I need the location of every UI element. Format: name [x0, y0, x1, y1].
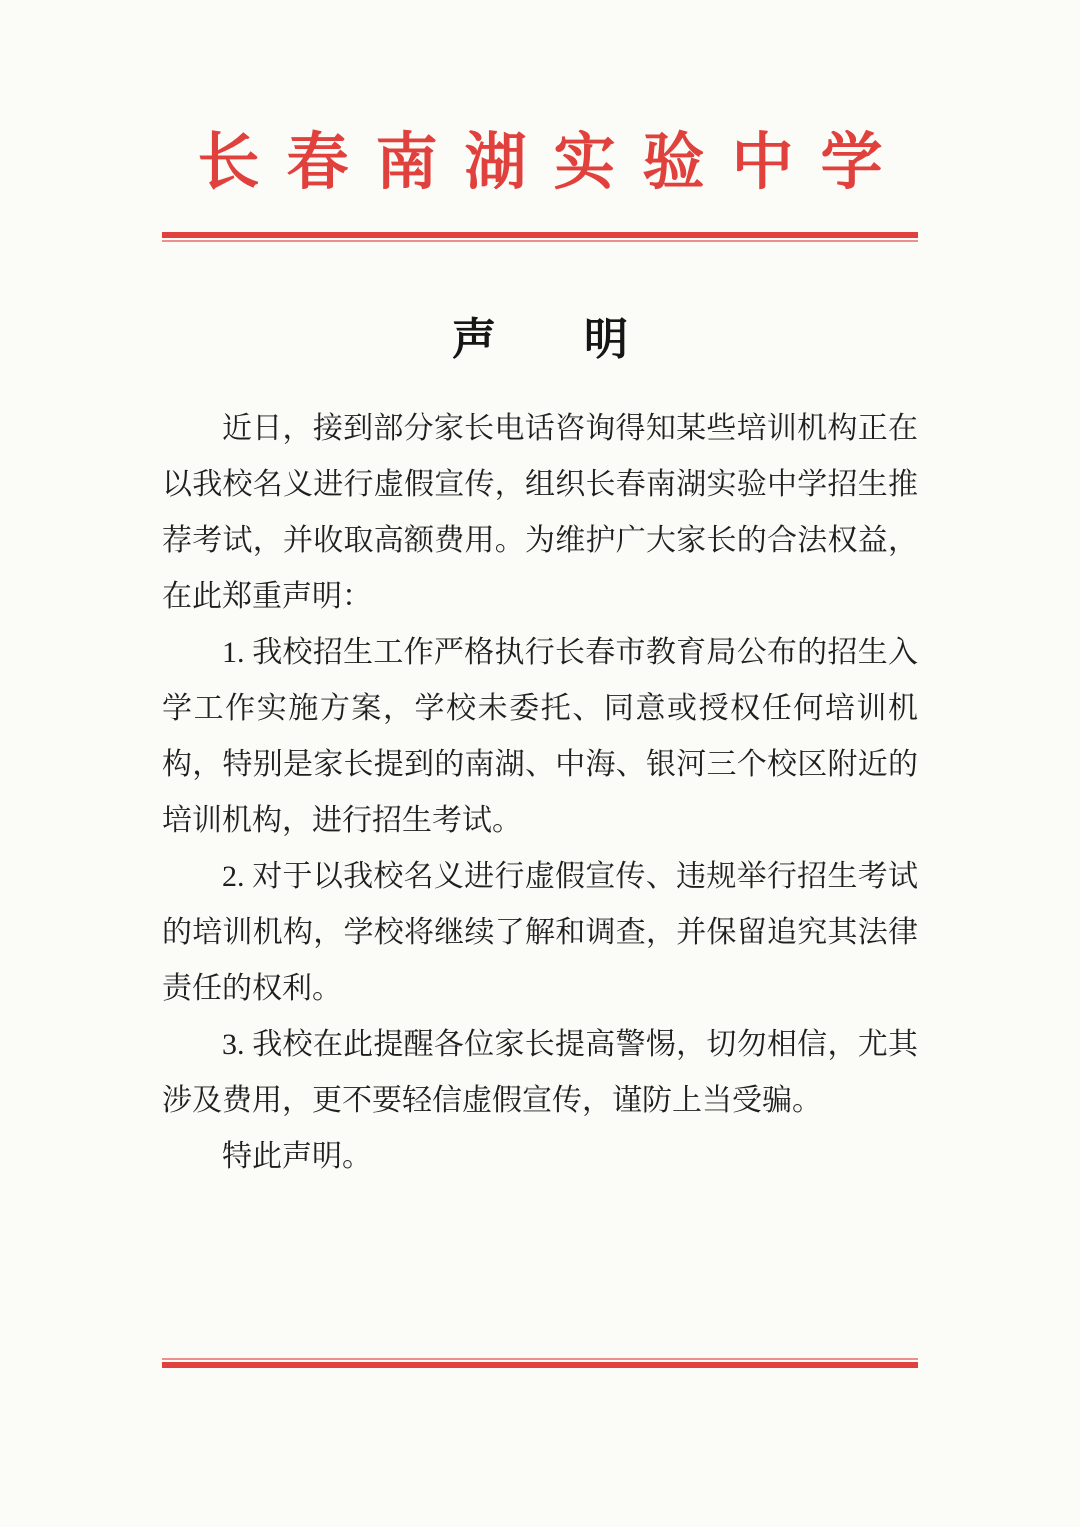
- footer-divider-thin-line: [162, 1358, 918, 1360]
- intro-paragraph: 近日，接到部分家长电话咨询得知某些培训机构正在以我校名义进行虚假宣传，组织长春南湖实验中学招生推荐考试，并收取高额费用。为维护广大家长的合法权益，在此郑重声明：: [162, 411, 918, 613]
- document-title: 声 明: [452, 315, 628, 365]
- item-3-paragraph: 3. 我校在此提醒各位家长提高警惕，切勿相信，尤其涉及费用，更不要轻信虚假宣传，谨防上当受骗。: [162, 1027, 918, 1117]
- school-name-letterhead: 长春南湖实验中学: [197, 128, 910, 197]
- footer-divider-thick-line: [162, 1362, 918, 1368]
- letterhead-divider-thick-line: [162, 232, 918, 238]
- statement-body: [162, 401, 918, 1185]
- item-1-paragraph: 1. 我校招生工作严格执行长春市教育局公布的招生入学工作实施方案，学校未委托、同意或授权任何培训机构，特别是家长提到的南湖、中海、银河三个校区附近的培训机构，进行招生考试。: [162, 635, 918, 837]
- letterhead-divider-thin-line: [162, 240, 918, 242]
- item-2-paragraph: 2. 对于以我校名义进行虚假宣传、违规举行招生考试的培训机构，学校将继续了解和调查，并保留追究其法律责任的权利。: [162, 859, 918, 1005]
- closing-paragraph: 特此声明。: [222, 1139, 372, 1173]
- document-content: [162, 0, 918, 1185]
- letterhead-divider: [162, 232, 918, 242]
- footer-divider: [162, 1358, 918, 1368]
